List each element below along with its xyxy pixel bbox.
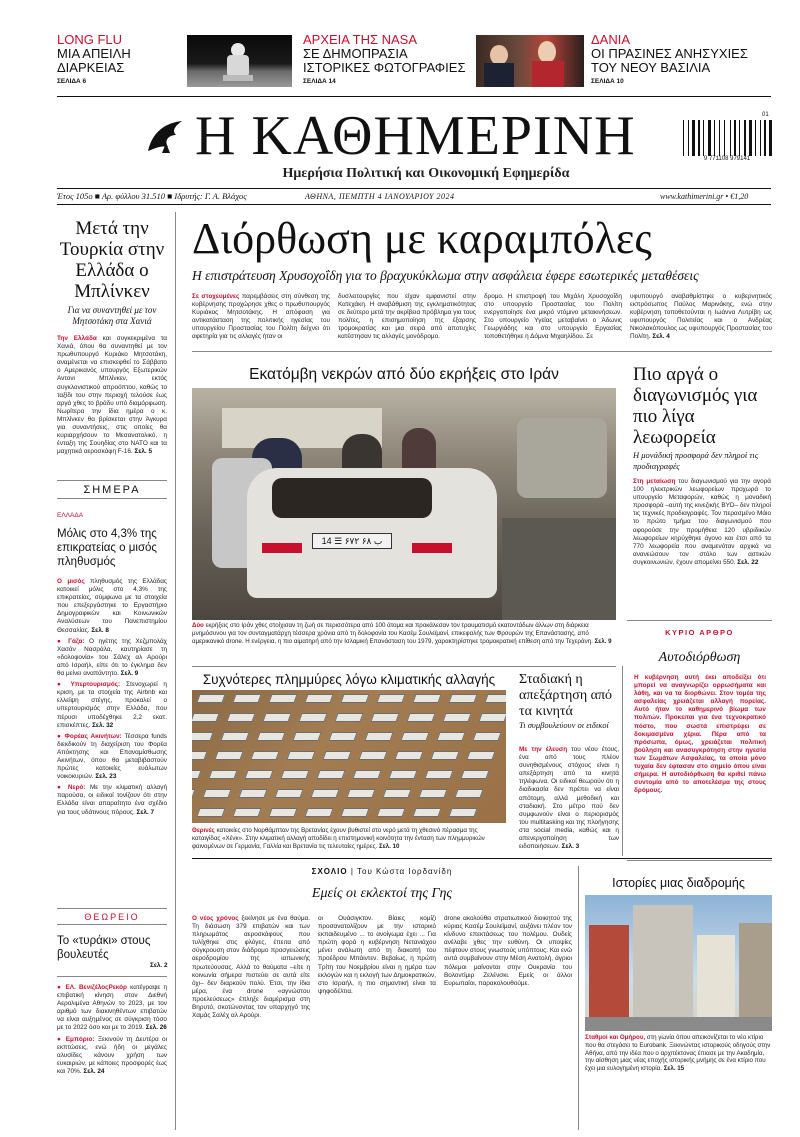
main-col-1: Σε στοχευμένες παρεμβάσεις στη σύνθεση της κυβέρνησης προχώρησε χθες ο πρωθυπουργός Κυριάκος Μητσοτάκης. Η απόφαση για αντικατάσταση της πολιτικής ηγεσίας του υπουργείου Προστασίας του Πολίτη δείχνει ότι αφετηρία για τις αλλαγές ήταν οι: [192, 293, 330, 341]
brief-item: [57, 1036, 167, 1076]
divider: [57, 498, 167, 499]
simera-section: ΕΛΛΑΔΑ: [57, 512, 84, 519]
page-ref[interactable]: Σελ. 32: [92, 721, 114, 729]
brief-text: κατέγραψε η επιβατική κίνηση στον Διεθνή Αερολιμένα Αθηνών το 2023, με τον αριθμό των διακινηθέντων επιβατών να είναι αυξημένος σε σύγκριση τόσο με το 2022 όσο και με το 2019.: [57, 984, 167, 1032]
teaser-title: ΙΣΤΟΡΙΚΕΣ ΦΩΤΟΓΡΑΦΙΕΣ: [303, 60, 466, 75]
brief-text: Τέσσερα funds διεκδικούν τη διαχείριση του Φορέα Απόκτησης και Επαναμίσθωσης Ακινήτων, όπου θα μεταβιβαστούν πρώτες κατοικίες ευάλωτων νοικοκυριών.: [57, 732, 168, 781]
brief-lead: ● Γάζα:: [57, 637, 90, 645]
masthead-title: Η ΚΑΘΗΜΕΡΙΝΗ: [195, 105, 636, 167]
history-caption: Σταθμοί και Ομήρου, στη γωνία όπου απεικονίζεται το νέο κτίριο που θα στεγάσει το Eurobank. Ξεκινώντας ιστορικούς οδηγούς στην Αθήνα, από την ιδέα που ο αρχιτέκτονας έπιασε με την Ακαδημία, την αίσθηση μιας νέας εποχής ιστορικής μνήμης σε ένα κτίριο που έχει μια ευλογημένη ιστορία. Σελ. 15: [585, 1034, 771, 1073]
simera-briefs: [57, 578, 167, 820]
divider: [57, 924, 167, 925]
divider: [57, 976, 167, 977]
main-col-4: υφυπουργό αναβαθμίστηκε ο κυβερνητικός εκπρόσωπος Παύλος Μαρινάκης, ενώ στην κυβέρνηση τοποθετούνται η Ιωάννα Λυτρίβη ως υφυπουργός Πολιτείας και ο Ανδρέας Νικολακόπουλος ως υφυπουργός Προστασίας του Πολίτη. Σελ. 4: [630, 293, 772, 341]
brief-text: Ξεκινούν τη Δευτέρα οι εκπτώσεις, ενώ ήδη οι μεγάλες αλυσίδες κάνουν χρήση των ευκαιριών, με κάποιες προσφορές έως και 70%.: [57, 1035, 167, 1075]
flood-photo: [192, 690, 506, 823]
license-plate: 14 ☰ ۶۷۲ ب ۶۸: [312, 533, 392, 549]
brief-text: πληθυσμός της Ελλάδας κατοικεί μόλις στο 4,3% της επικρατείας, σύμφωνα με τα στοιχεία που επεξεργάστηκε το Εργαστήριο Δημογραφικών και Κοινωνικών Αναλύσεων του Πανεπιστημίου Θεσσαλίας.: [57, 578, 168, 634]
phones-body: Με την έλευση του νέου έτους, ένα από τους πλέον συνηθισμένους στόχους είναι η απεξάρτηση από τα κινητά τηλέφωνα. Οι ειδικοί θεωρούν ότι η διαδικασία δεν πρέπει να είναι απότομη, αλλά μεθοδική και σταδιακή. Στο μέτρο πού δεν συμφωνούν είναι ο περιορισμός του multitasking και της πλοήγησης στα social media, καθώς και η απενεργοποίηση των ειδοποιήσεων. Σελ. 3: [519, 746, 619, 851]
brief-item: [57, 681, 167, 730]
brief-lead: ● Υπερτουρισμός:: [57, 681, 126, 689]
lead-in: Σε στοχευμένες: [192, 293, 240, 300]
teaser-title: ΜΙΑ ΑΠΕΙΛΗ: [57, 46, 131, 61]
iran-headline[interactable]: Εκατόμβη νεκρών από δύο εκρήξεις στο Ιράν: [249, 366, 559, 383]
theoreio-title[interactable]: Το «τυράκι» στους βουλευτές: [57, 935, 151, 961]
brief-lead: ● ΕΛ. ΒενιζέλοςΡεκόρ: [57, 984, 131, 991]
lead-in: Δύο: [192, 622, 204, 629]
main-deck: Η επιστράτευση Χρυσοχοΐδη για το βραχυκύκλωμα στην ασφάλεια έφερε εσωτερικές μεταθέσεις: [192, 268, 699, 283]
blinken-title[interactable]: Μετά την Τουρκία στην Ελλάδα ο Μπλίνκεν: [59, 218, 165, 302]
danish-king-photo: [476, 35, 584, 87]
buses-deck: Η μονάδική προσφορά δεν πληροί τις προδιαγραφές: [633, 450, 759, 471]
brief-lead: ● Εμπόριο:: [57, 1035, 98, 1043]
dateline-left: Έτος 105ο ■ Αρ. φύλλου 31.510 ■ Ιδρυτής: Γ. Α. Βλάχος: [57, 191, 247, 201]
simera-title[interactable]: Μόλις στο 4,3% της επικρατείας ο μισός πληθυσμός: [57, 528, 157, 568]
divider: [57, 480, 167, 481]
page-ref[interactable]: Σελ. 8: [91, 626, 109, 634]
lead-in: Θερινές: [192, 827, 215, 834]
comment-col-1: Ο νέος χρόνος ξεκίνησε με ένα θαύμα. Τη διάσωση 379 επιβατών και των πληρωμάτος αεροσκάφους που τυλίχθηκε στις φλόγες, έπειτα από σύγκρουση στον διάδρομο προσγειώσεις αεροδρομίου της ιαπωνικής πρωτεύουσας. Αλλά το θαύματα –είτε η κοινωνία σήμερα πιστεύει σε αυτά είτε όχι– δεν διαρκούν πολύ. Έτσι, την ίδια μέρα, ένα drone «αγνώστου προελεύσεως» έπληξε διαμέρισμα στη Βηρυτό, σκοτώνοντας τον υπαρχηγό της Χαμάς Σαλέχ αλ Αρούρι.: [192, 915, 310, 1020]
teaser-2[interactable]: [303, 33, 473, 85]
floods-headline[interactable]: Συχνότερες πλημμύρες λόγω κλιματικής αλλαγής: [202, 672, 496, 687]
theoreio-label: ΘΕΩΡΕΙΟ: [84, 912, 140, 922]
brief-text: Ο ηγέτης της Χεζμπολάχ Χασάν Νασράλα, καυτηρίασε τη «δολοφονία» του Σάλεχ αλ Αρούρι από Ισραήλ, είπε ότι το έγκλημα δεν θα μείνει αναπάντητο.: [57, 637, 167, 678]
lead-in: Ο νέος χρόνος: [192, 915, 239, 922]
lead-in: Την Ελλάδα: [57, 335, 97, 342]
comment-author: Του Κώστα Ιορδανίδη: [356, 867, 453, 876]
divider: [192, 351, 772, 352]
column-divider: [622, 666, 623, 856]
dateline-center: ΑΘΗΝΑ, ΠΕΜΠΤΗ 4 ΙΑΝΟΥΑΡΙΟΥ 2024: [305, 192, 455, 201]
teaser-page: ΣΕΛΙΔΑ 10: [591, 78, 624, 85]
astronaut-photo: [187, 35, 292, 87]
iran-car-photo: [192, 388, 616, 620]
divider: [57, 188, 771, 189]
comment-col-3: drone ακολούθει στρατιωτικού διοικητού της κύριας Κασέμ Σουλεϊμανί, αυξάνει πλέον τον κίνδυνο επεκτάσεως του πολέμου. Ουδείς ανέλαβε χθες την ευθύνη. Οι υποψίες πέφτουν στους γνωστούς υπόπτους. Και ενώ αυτά συμβαίνουν στην Μέση Ανατολή, άγριοι πόλεμοι μαίνονται στην Ουκρανία του Βολοντίμιρ Ζελένσκι. Εμείς οι άλλοι Ευρωπαίοι, παρακολουθούμε.: [444, 915, 572, 987]
teaser-title: ΤΟΥ ΝΕΟΥ ΒΑΣΙΛΙΑ: [591, 60, 711, 75]
editorial-body: Η κυβέρνηση αυτή έκει αποδείξει ότι μπορεί να αναγνωρίζει ορρωσήματα και λάθη, και να τα διορθώνει. Στον τομέα της ασφαλείας χρειάζεται αλλαγή πορείας. Αυτό ήταν το καθημερινό βίωμα των πολιτών. Προκειται για ένα τεχνοκρατικό πόστο, που σωστά επιστρέφει σε δοκιμασμένα χέρια. Πέρα από τα πρόσωπα, όμως, χρειάζεται πολιτική βούληση και ανασυγκρότηση στην ηγεσία των Σωμάτων Ασφαλείας, τα οποία μόνο τυχαία δεν έφτασαν στο σημείο όπου είναι σήμερα. Η αυτοδιόρθωση θα κριθεί πάνω συντομία από το αποτελέσμα της στους δρόμους.: [634, 674, 766, 795]
teaser-category: LONG FLU: [57, 32, 123, 47]
teaser-category: ΔΑΝΙΑ: [591, 32, 631, 47]
buildings-photo: [585, 895, 772, 1031]
page-ref[interactable]: Σελ. 22: [737, 558, 759, 566]
floods-caption: Θερινές κατοικίες στο Νορθάμπταν της Βρετανίας έχουν βυθιστεί στο νερό μετά τη χθεσινό πέρασμα της καταιγίδας «Χένκ». Στην κλιματική αλλαγή αποδίδει η επιστημονική κοινότητα την ένταση των πλημμυρικών φαινομένων σε Γερμανία, Γαλλία και Βρετανία τις τελευταίες ημέρες. Σελ. 10: [192, 827, 485, 850]
masthead-subtitle: Ημερήσια Πολιτική και Οικονομική Εφημερίδα: [282, 166, 570, 181]
comment-col-2: οι Ουάσιγκτον. Βίαιες κομίζι προσανατολίζουν με την ιστορικό εκπαιδευμένο ... το ανοίγωμα έχει ... Για πρώτη φορά η κυβέρνηση Νετανιάχου μένει ανάλωτη από τη διακοπή του προέδρου Μπάιντεν. Βεβαίως, η πρώτη Τρίτη του Νοεμβρίου είναι η ημέρα των εκλογών και η εκλογή των Δημοκρατικών, στο Ισραήλ, η πιο σημαντική είναι τα ψηφοδέλτια.: [318, 915, 436, 995]
divider: [57, 908, 167, 909]
editorial-label: ΚΥΡΙΟ ΑΡΘΡΟ: [665, 628, 734, 637]
page-ref[interactable]: Σελ. 10: [379, 842, 400, 850]
teaser-page: ΣΕΛΙΔΑ 6: [57, 78, 87, 85]
divider: [627, 860, 772, 861]
editorial-title[interactable]: Αυτοδιόρθωση: [658, 650, 741, 665]
page-ref[interactable]: Σελ. 26: [145, 1024, 167, 1032]
page-ref[interactable]: Σελ. 24: [83, 1067, 105, 1075]
lead-in: Με την έλευση: [519, 746, 568, 753]
brief-item: [57, 733, 167, 782]
lead-in: Σταθμοί και Ομήρου,: [585, 1034, 646, 1041]
page-ref[interactable]: Σελ. 15: [663, 1065, 685, 1073]
page-ref[interactable]: Σελ. 9: [594, 637, 612, 645]
divider: [57, 96, 771, 97]
page-ref[interactable]: Σελ. 9: [120, 670, 139, 678]
teaser-category: ΑΡΧΕΙΑ ΤΗΣ NASA: [303, 32, 418, 47]
teaser-page: ΣΕΛΙΔΑ 14: [303, 78, 336, 85]
phones-deck: Τι συμβουλεύουν οι ειδικοί: [519, 720, 609, 730]
masthead-logo-icon: [142, 113, 190, 161]
divider: [192, 858, 772, 859]
teaser-title: ΔΙΑΡΚΕΙΑΣ: [57, 60, 125, 75]
phones-title[interactable]: Σταδιακή η απεξάρτηση από τα κινητά: [519, 672, 613, 719]
brief-item: [57, 578, 167, 635]
blinken-deck: Για να συναντηθεί με τον Μητσοτάκη στα Χανιά: [67, 305, 157, 326]
main-headline[interactable]: Διόρθωση με καραμπόλες: [192, 214, 652, 263]
brief-item: [57, 984, 167, 1033]
brief-lead: ● Φορέας Ακινήτων:: [57, 732, 125, 740]
economy-briefs: [57, 984, 167, 1079]
lead-in: Στη μεταίωση: [633, 478, 676, 485]
brief-text: Με την κλιματική αλλαγή παρούσα, οι ειδικοί τονίζουν ότι στην Ελλάδα είναι απαραίτητο ένα σχέδιο για τους υδάτινους πόρους.: [57, 784, 168, 816]
issue-number: 01: [762, 112, 769, 118]
main-col-3: δρομο. Η επιστροφή του Μιχάλη Χρυσοχοΐδη στο υπουργείο Προστασίας του Πολίτη ενεργοποίησε ένα μικρό ντόμινο μετακινήσεων. Στο υπουργείο Υγείας μεταβαίνει ο Άδωνις Γεωργιάδης και στο υπουργείο Εργασίας τοποθετήθηκε η Δόμνα Μιχαηλίδου. Σε: [484, 293, 622, 341]
blinken-body: Την Ελλάδα και συγκεκριμένα τα Χανιά, όπου θα συναντηθεί με τον πρωθυπουργό Κυριάκο Μητσοτάκη, αναμένεται να επισκεφθεί το Σάββατο ο Αμερικανός υπουργός Εξωτερικών Αντονι Μπλίνκεν, εκτός συγκλονιστικού απροόπτου, καθώς το ταξίδι του στην περιοχή τελούσε έως αργά χθες το βράδυ υπό διαμόρφωση. Νωρίτερα την ίδια ημέρα ο κ. Μπλίνκεν θα βρίσκεται στην Άγκυρα για συναντήσεις, στις οποίες θα κυριαρχήσουν το Μεσανατολικό, η ένταξη της Σουηδίας στο ΝΑΤΟ και τα μαχητικά αεροσκάφη F-16. Σελ. 5: [57, 335, 167, 456]
teaser-3[interactable]: [591, 33, 771, 85]
column-divider: [175, 212, 176, 1130]
divider: [57, 204, 771, 205]
history-title[interactable]: Ιστορίες μιας διαδρομής: [612, 876, 745, 890]
main-col-2: δυσλειτουργίες που είχαν εμφανιστεί στην Κατεχάκη. Η αναβάθμιση της εγκληματικότητας σε δεύτερο μετά την ακρίβεια πρόβλημα για τους πολίτες, η επισημοποίηση της έξαρσης τρομοκρατίας και μια σειρά από αποτυχίες κατέστησαν τις αλλαγές μονόδρομο.: [338, 293, 476, 341]
barcode-digits: 9 771108 979141: [703, 156, 751, 162]
divider: [627, 620, 772, 621]
page-ref[interactable]: Σελ. 23: [95, 773, 117, 781]
page-ref[interactable]: Σελ. 4: [652, 333, 670, 341]
divider: [192, 666, 616, 667]
iran-caption: Δύο εκρήξεις στο Ιράν χθες στοίχισαν τη ζωή σε περισσότερα από 100 άτομα και προκάλεσαν τον τραυματισμό εκατοντάδων άλλων στη διάρκεια μνημόσυνου για τον συνταγματάρχη τέσσερα χρόνια από τη δολοφονία του Κασέμ Σουλεϊμανί, επικεφαλής των Φρουρών της Επανάστασης, από αμερικανικό drone. Η ενέργεια, η πιο αιματηρή από την Ισλαμική Επανάσταση του 1979, χαρακτηρίστηκε τρομοκρατική επίθεση από την Τεχεράνη. Σελ. 9: [192, 622, 612, 645]
page-ref[interactable]: Σελ. 5: [134, 448, 153, 456]
teaser-title: ΟΙ ΠΡΑΣΙΝΕΣ ΑΝΗΣΥΧΙΕΣ: [591, 46, 748, 61]
brief-lead: Ο μισός: [57, 578, 91, 585]
page-ref[interactable]: Σελ. 7: [136, 808, 155, 816]
comment-title[interactable]: Εμείς οι εκλεκτοί της Γης: [311, 886, 453, 901]
column-divider: [578, 866, 579, 1130]
buses-title[interactable]: Πιο αργά ο διαγωνισμός για πιο λίγα λεωφορεία: [633, 364, 758, 448]
page-ref[interactable]: Σελ. 3: [561, 843, 580, 851]
dateline-right: www.kathimerini.gr • €1,20: [660, 192, 749, 201]
simera-label: ΣΗΜΕΡΑ: [83, 484, 141, 496]
teaser-title: ΣΕ ΔΗΜΟΠΡΑΣΙΑ: [303, 46, 408, 61]
buses-body: Στη μεταίωση του διαγωνισμού για την αγορά 100 ηλεκτρικών λεωφορείων προχωρά το υπουργείο Μεταφορών, καθώς η μοναδική προσφορά –αυτή της κινεζικής BYD– δεν πληροί τις τεχνικές προδιαγραφές. Τον περασμένο Μάιο το πρώτο τμήμα του διαγωνισμού που αφορούσε την προμήθεια 120 υβριδικών λεωφορείων κηρύχθηκε άγονο και έτσι από τα 770 λεωφορεία που αναμενόταν αρχικά να ανανεώσουν τον στόλο των αστικών συγκοινωνιών, έχουν απομείνει 550. Σελ. 22: [633, 478, 771, 566]
brief-item: [57, 784, 167, 816]
teaser-1[interactable]: [57, 33, 177, 85]
brief-text: Στενοχωρεί η κριση, με τα στοιχεία της Airbnb και ελλείψη στέγης, προκαλεί ο υπερτουρισμός στην Ελλάδα, που πέρυσι υποδέχθηκε 2,2 εκατ. επισκέπτες.: [57, 681, 167, 729]
theoreio-page[interactable]: Σελ. 2: [150, 962, 168, 969]
comment-header: ΣΧΟΛΙΟ | Του Κώστα Ιορδανίδη: [311, 867, 453, 876]
barcode: [683, 120, 771, 164]
comment-label: ΣΧΟΛΙΟ: [311, 867, 348, 876]
brief-item: [57, 638, 167, 678]
brief-lead: ● Νερό:: [57, 784, 90, 792]
